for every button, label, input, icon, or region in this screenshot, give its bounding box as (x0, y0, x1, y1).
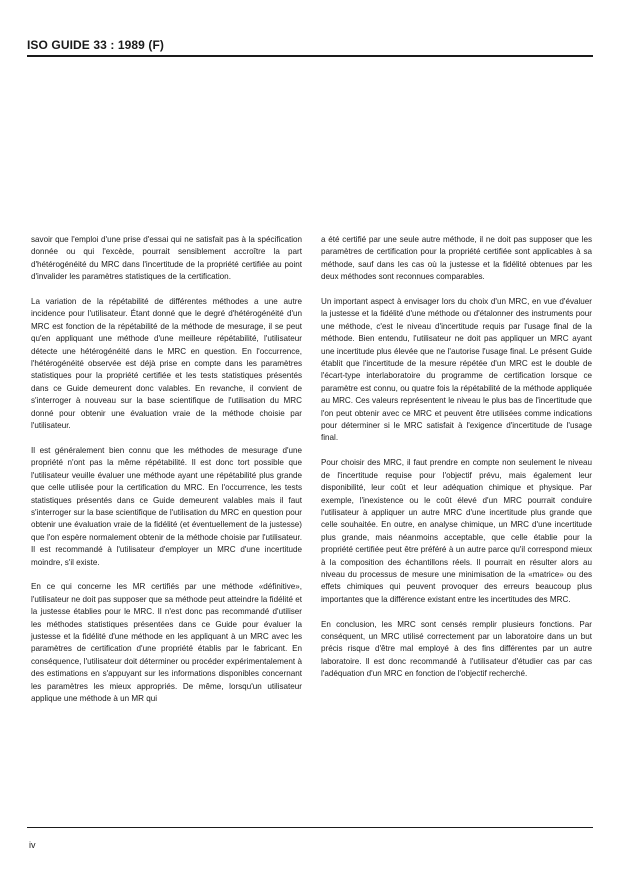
right-paragraph-1: a été certifié par une seule autre méthode, il ne doit pas supposer que les paramètres de certification pour la propriété certifiée sont applicables à sa méthode, sauf dans les cas où la justesse et la fidélité obtenues par les deux méthodes sont reconnues comparables. (321, 235, 592, 282)
page-header-title: ISO GUIDE 33 : 1989 (F) (27, 38, 165, 52)
right-paragraph-2: Un important aspect à envisager lors du choix d'un MRC, en vue d'évaluer la justesse et la fidélité d'une méthode ou d'étalonner des instruments pour une méthode, c'est le niveau d'incertitude requis par l'usage final de la méthode. Bien entendu, l'utilisateur ne doit pas appliquer un MRC ayant une incertitude plus élevée que ne l'autorise l'usage final. Le présent Guide établit que l'incertitude de la mesure répétée d'un MRC est le double de l'écart-type interlaboratoire du programme de certification lorsque ce paramètre est connu, ou quatre fois la répétabilité de la méthode appliquée au MRC. Ces valeurs représentent le niveau le plus bas de l'incertitude que l'on peut obtenir avec ce MRC et peuvent être utilisées comme indications pour déterminer si le MRC satisfait à l'exigence d'incertitude de l'usage final. (321, 297, 592, 443)
left-paragraph-4: En ce qui concerne les MR certifiés par une méthode «définitive», l'utilisateur ne doit pas supposer que sa méthode peut atteindre la fidélité et la justesse établies pour le MRC. Il n'est donc pas recommandé d'utiliser les méthodes statistiques présentées dans ce Guide pour évaluer la justesse et la fidélité d'une méthode en les appliquant à un MRC avec les paramètres de certification d'une propriété établis par le fabricant. En conséquence, l'utilisateur doit déterminer ou procéder expérimentalement à des estimations en s'appuyant sur les informations disponibles concernant les paramètres les mieux appropriés. De même, lorsqu'un utilisateur applique une méthode à un MR qui (31, 582, 302, 703)
right-text-column (321, 234, 592, 693)
left-paragraph-3: Il est généralement bien connu que les méthodes de mesurage d'une propriété n'ont pas la même répétabilité. Il est donc tort possible que l'utilisateur veuille évaluer une méthode ayant une répétabilité plus grande que celle utilisée pour la certification du MRC. En l'occurrence, les tests statistiques présentés dans ce Guide demeurent valables mais il faut s'interroger sur la base scientifique de l'utilisation du MRC en question pour obtenir une évaluation vraie de la fidélité (et éventuellement de la justesse) que l'on espère normalement obtenir de la méthode choisie par l'utilisateur. Il est recommandé à l'utilisateur d'employer un MRC d'une incertitude moindre, s'il existe. (31, 445, 302, 567)
footer-rule (27, 827, 593, 828)
left-paragraph-2: La variation de la répétabilité de différentes méthodes a une autre incidence pour l'utilisateur. Étant donné que le degré d'hétérogénéité d'un MRC est fonction de la répétabilité de la méthode de mesurage, il se peut qu'en appliquant une méthode d'une meilleure répétabilité, l'utilisateur détecte une hétérogénéité dans le MRC en question. En l'occurrence, l'hétérogénéité observée est déjà prise en compte dans les paramètres statistiques pour la propriété certifiée et les tests statistiques présentés dans ce Guide demeurent donc valables. En revanche, il convient de s'interroger à nouveau sur la base scientifique de l'utilisation du MRC donné pour obtenir une évaluation vraie de la méthode choisie par l'utilisateur. (31, 297, 302, 431)
right-paragraph-3: Pour choisir des MRC, il faut prendre en compte non seulement le niveau de l'incertitude requise pour l'objectif prévu, mais également leur disponibilité, leur coût et leur adéquation chimique et physique. Par exemple, l'inexistence ou le coût élevé d'un MRC pourrait conduire l'utilisateur à appliquer un autre MRC d'une incertitude plus grande que celle souhaitée. En outre, en analyse chimique, un MRC d'une incertitude plus grande, mais néanmoins acceptable, que celle établie pour la propriété certifiée peut être préféré à un autre parce qu'il correspond mieux à la composition des échantillons réels. Il pourrait en résulter alors au niveau du processus de mesure une minimisation de la «matrice» ou des effets chimiques qui peuvent provoquer des erreurs beaucoup plus importantes que la différence existant entre les incertitudes des MRC. (321, 458, 592, 604)
left-paragraph-1: savoir que l'emploi d'une prise d'essai qui ne satisfait pas à la spécification donnée ou qui l'excède, pourrait sensiblement accroître la part d'hétérogénéité du MRC dans l'incertitude de la propriété certifiée au point d'invalider les paramètres statistiques de la certification. (31, 235, 302, 282)
right-paragraph-4: En conclusion, les MRC sont censés remplir plusieurs fonctions. Par conséquent, un MRC utilisé correctement par un laboratoire dans un but précis risque d'être mal employé à des fins différentes par un autre laboratoire. Il est donc recommandé à l'utilisateur d'étudier cas par cas l'adéquation d'un MRC en fonction de l'objectif recherché. (321, 619, 592, 679)
left-text-column (31, 234, 302, 718)
header-rule (27, 55, 593, 57)
page-number: iv (29, 840, 36, 850)
